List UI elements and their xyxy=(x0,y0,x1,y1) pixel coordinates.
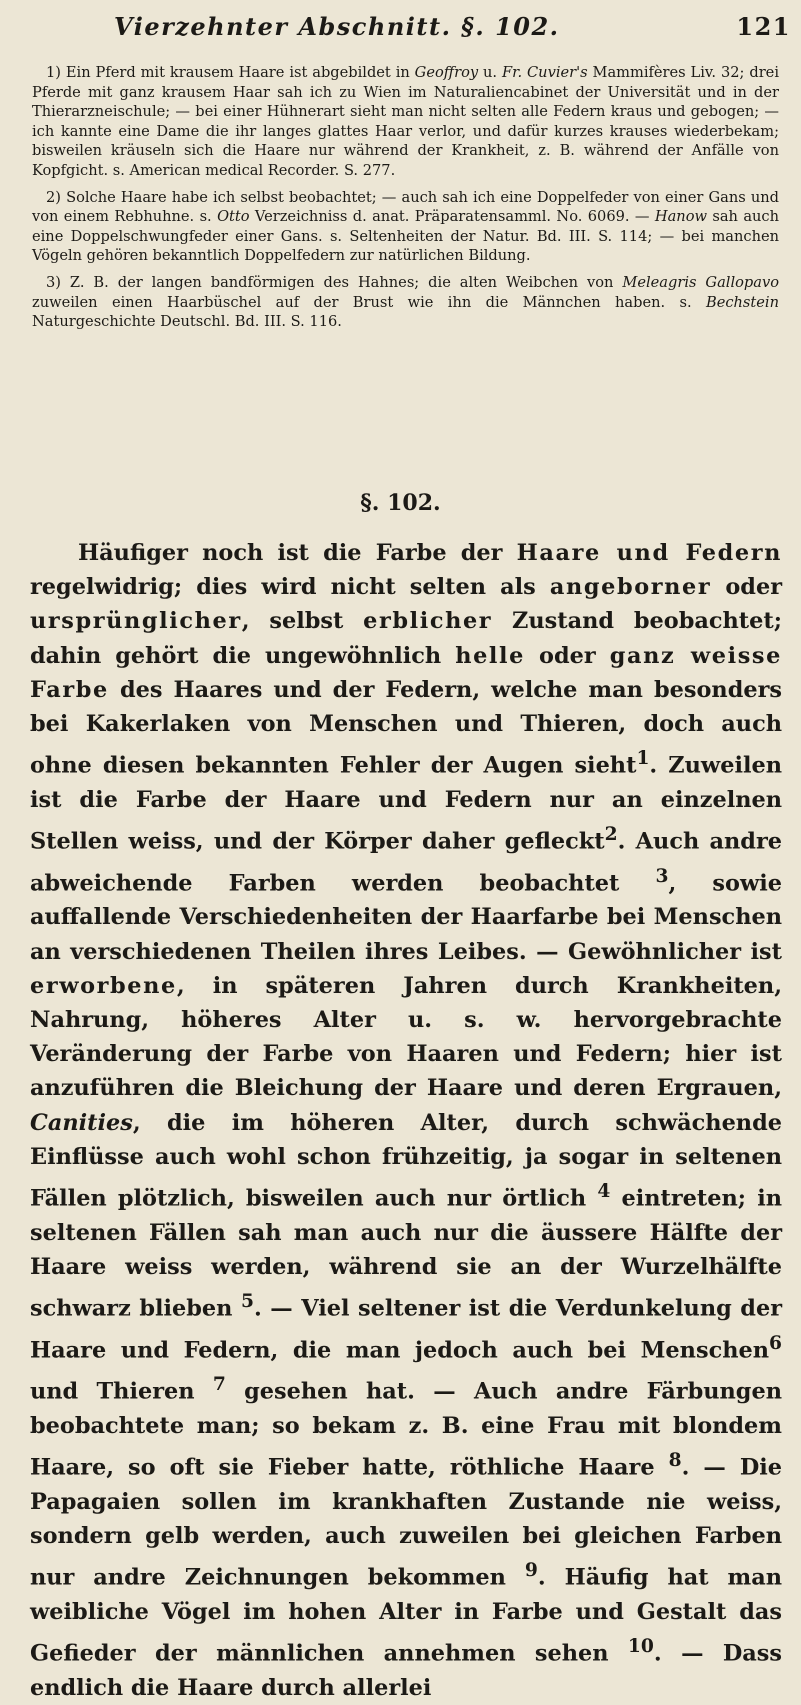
footnote-1: 1) Ein Pferd mit krausem Haare ist abgebildet in Geoffroy u. Fr. Cuvier's Mammifères Liv. 32; drei Pferde mit ganz krausem Haar sah ich zu Wien im Naturaliencabinet der Universität und in der Thierarzneischule; — bei einer Hühnerart sieht man nicht selten alle Federn kraus und gebogen; — ich kannte eine Dame die ihr langes glattes Haar verlor, und dafür kurzes krauses wiederbekam; bisweilen kräuseln sich die Haare nur während der Krankheit, z. B. während der Anfälle von Kopfgicht. s. American medical Recorder. S. 277. xyxy=(32,64,779,179)
footnotes-block xyxy=(32,63,779,339)
section-heading: §. 102. xyxy=(360,490,441,516)
footnote-2: 2) Solche Haare habe ich selbst beobachtet; — auch sah ich eine Doppelfeder von einer Gans und von einem Rebhuhne. s. Otto Verzeichniss d. anat. Präparatensamml. No. 6069. — Hanow sah auch eine Doppelschwungfeder einer Gans. s. Seltenheiten der Natur. Bd. III. S. 114; — bei manchen Vögeln gehören bekanntlich Doppelfedern zur natürlichen Bildung. xyxy=(32,188,779,265)
body-paragraph: Häufiger noch ist die Farbe der Haare und Federn regelwidrig; dies wird nicht selten als angeborner oder ursprünglicher, selbst erblicher Zustand beobachtet; dahin gehört die ungewöhnlich helle oder ganz weisse Farbe des Haares und der Federn, welche man besonders bei Kakerlaken von Menschen und Thieren, doch auch ohne diesen bekannten Fehler der Augen sieht$^1$. Zuweilen ist die Farbe der Haare und Federn nur an einzelnen Stellen weiss, und der Körper daher gefleckt$^2$. Auch andre abweichende Farben werden beobachtet $^3$, sowie auffallende Verschiedenheiten der Haarfarbe bei Menschen an verschiedenen Theilen ihres Leibes. — Gewöhnlicher ist erworbene, in späteren Jahren durch Krankheiten, Nahrung, höheres Alter u. s. w. hervorgebrachte Veränderung der Farbe von Haaren und Federn; hier ist anzuführen die Bleichung der Haare und deren Ergrauen, Canities, die im höheren Alter, durch schwächende Einflüsse auch wohl schon frühzeitig, ja sogar in seltenen Fällen plötzlich, bisweilen auch nur örtlich $^4$ eintreten; in seltenen Fällen sah man auch nur die äussere Hälfte der Haare weiss werden, während sie an der Wurzelhälfte schwarz blieben $^5$. — Viel seltener ist die Verdunkelung der Haare und Federn, die man jedoch auch bei Menschen$^6$ und Thieren $^7$ gesehen hat. — Auch andre Färbungen beobachtete man; so bekam z. B. eine Frau mit blondem Haare, so oft sie Fieber hatte, röthliche Haare $^8$. — Die Papagaien sollen im krankhaften Zustande nie weiss, sondern gelb werden, auch zuweilen bei gleichen Farben nur andre Zeichnungen bekommen $^9$. Häufig hat man weibliche Vögel im hohen Alter in Farbe und Gestalt das Gefieder der männlichen annehmen sehen $^{10}$. — Dass endlich die Haare durch allerlei xyxy=(30,540,783,1701)
running-header xyxy=(26,10,791,46)
footnote-3: 3) Z. B. der langen bandförmigen des Hahnes; die alten Weibchen von Meleagris Gallopavo zuweilen einen Haarbüschel auf der Brust wie ihn die Männchen haben. s. Bechstein Naturgeschichte Deutschl. Bd. III. S. 116. xyxy=(32,273,779,331)
page-number: 121 xyxy=(736,12,791,41)
body-text xyxy=(30,536,782,1705)
running-title: Vierzehnter Abschnitt. §. 102. xyxy=(114,12,560,41)
